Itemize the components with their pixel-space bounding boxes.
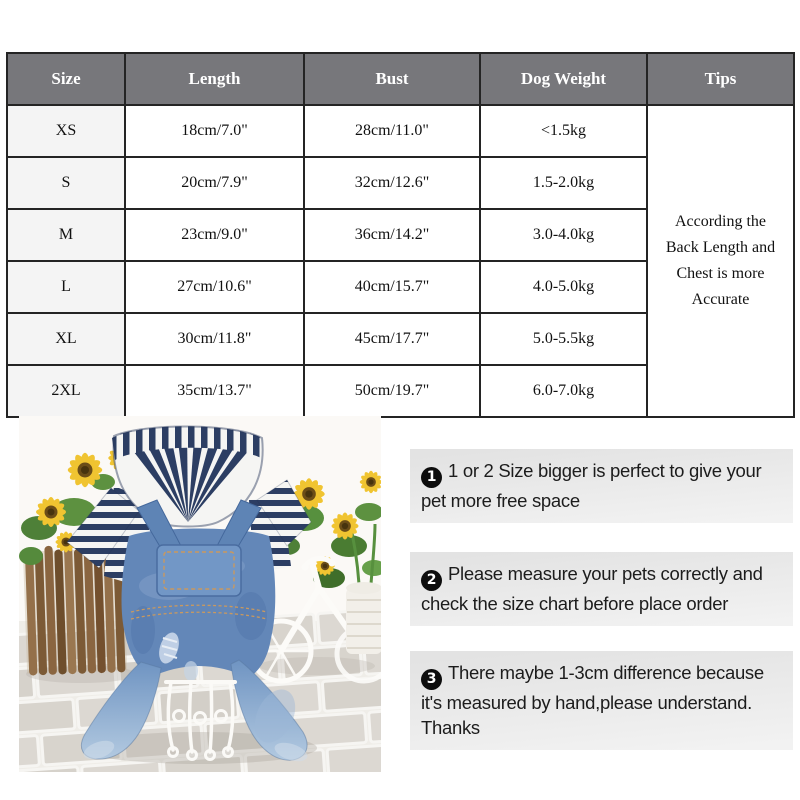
size-chart-table [6, 52, 795, 418]
cell-size: L [7, 261, 125, 313]
cell-size: 2XL [7, 365, 125, 417]
column-header-length: Length [125, 53, 304, 105]
note-item [410, 552, 793, 626]
table-row [7, 105, 794, 157]
cell-weight: <1.5kg [480, 105, 647, 157]
cell-size: S [7, 157, 125, 209]
wicker-basket [346, 582, 381, 654]
cell-length: 27cm/10.6" [125, 261, 304, 313]
column-header-bust: Bust [304, 53, 480, 105]
circled-2-icon: 2 [421, 570, 442, 591]
cell-bust: 28cm/11.0" [304, 105, 480, 157]
cell-length: 23cm/9.0" [125, 209, 304, 261]
column-header-size: Size [7, 53, 125, 105]
column-header-tips: Tips [647, 53, 794, 105]
note-item [410, 449, 793, 523]
cell-bust: 40cm/15.7" [304, 261, 480, 313]
cell-size: M [7, 209, 125, 261]
note-text: There maybe 1-3cm difference because it's measured by hand,please understand. Thanks [421, 662, 764, 738]
cell-bust: 45cm/17.7" [304, 313, 480, 365]
cell-weight: 4.0-5.0kg [480, 261, 647, 313]
cell-weight: 6.0-7.0kg [480, 365, 647, 417]
cell-length: 20cm/7.9" [125, 157, 304, 209]
cell-bust: 50cm/19.7" [304, 365, 480, 417]
column-header-weight: Dog Weight [480, 53, 647, 105]
cell-bust: 32cm/12.6" [304, 157, 480, 209]
cell-length: 18cm/7.0" [125, 105, 304, 157]
note-text: 1 or 2 Size bigger is perfect to give your pet more free space [421, 460, 762, 511]
cell-length: 30cm/11.8" [125, 313, 304, 365]
cell-weight: 5.0-5.5kg [480, 313, 647, 365]
tips-cell: According the Back Length and Chest is more Accurate [647, 105, 794, 417]
table-header-row [7, 53, 794, 105]
cell-size: XL [7, 313, 125, 365]
cell-weight: 1.5-2.0kg [480, 157, 647, 209]
note-item [410, 651, 793, 750]
note-text: Please measure your pets correctly and check the size chart before place order [421, 563, 763, 614]
cell-length: 35cm/13.7" [125, 365, 304, 417]
cell-size: XS [7, 105, 125, 157]
circled-1-icon: 1 [421, 467, 442, 488]
circled-3-icon: 3 [421, 669, 442, 690]
cell-bust: 36cm/14.2" [304, 209, 480, 261]
cell-weight: 3.0-4.0kg [480, 209, 647, 261]
product-photo [19, 416, 381, 772]
